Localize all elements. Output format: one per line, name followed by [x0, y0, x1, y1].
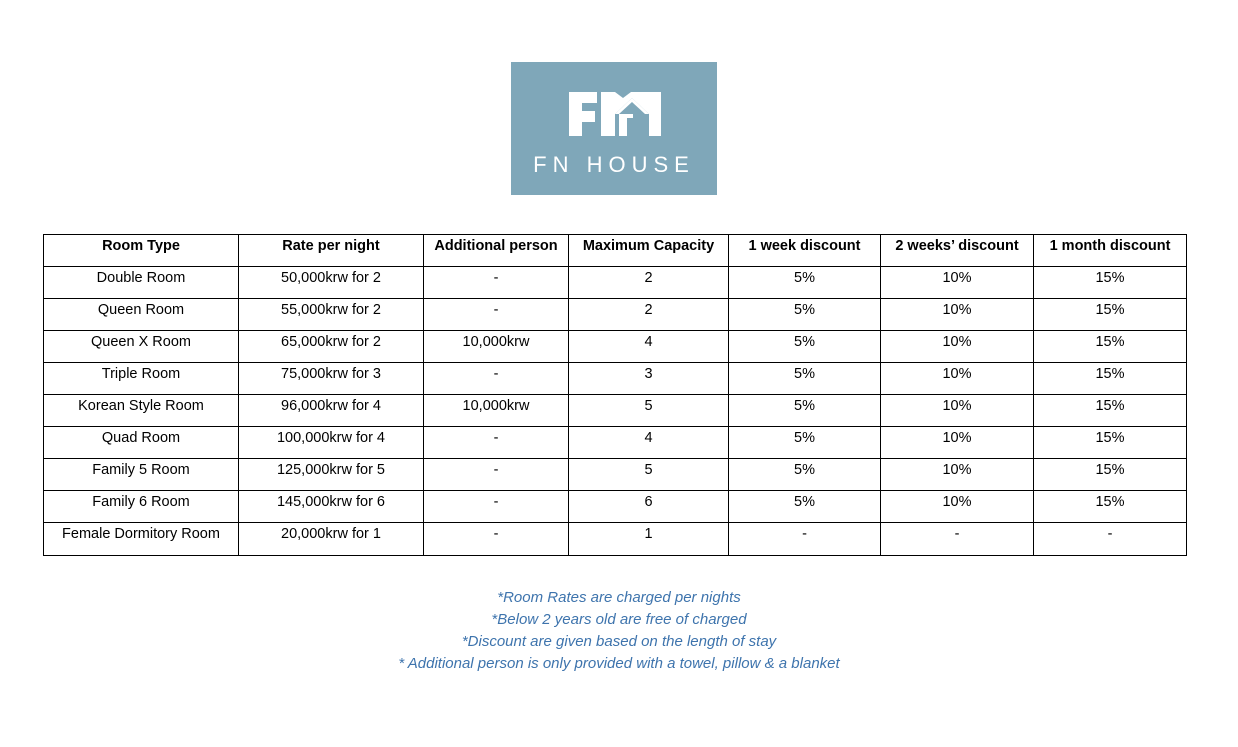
cell-max-capacity: 6: [569, 491, 729, 523]
cell-week-discount: 5%: [729, 267, 881, 299]
header-additional-person: Additional person: [424, 235, 569, 267]
cell-week-discount: 5%: [729, 427, 881, 459]
cell-max-capacity: 4: [569, 331, 729, 363]
cell-max-capacity: 3: [569, 363, 729, 395]
cell-room-type: Triple Room: [44, 363, 239, 395]
cell-rate: 20,000krw for 1: [239, 523, 424, 556]
cell-room-type: Korean Style Room: [44, 395, 239, 427]
cell-room-type: Queen Room: [44, 299, 239, 331]
cell-room-type: Female Dormitory Room: [44, 523, 239, 556]
table-row: [44, 523, 1187, 556]
cell-week-discount: 5%: [729, 395, 881, 427]
cell-max-capacity: 2: [569, 299, 729, 331]
cell-month-discount: 15%: [1034, 299, 1187, 331]
cell-room-type: Double Room: [44, 267, 239, 299]
cell-additional-person: -: [424, 363, 569, 395]
cell-two-weeks-discount: 10%: [881, 299, 1034, 331]
cell-two-weeks-discount: 10%: [881, 267, 1034, 299]
cell-two-weeks-discount: 10%: [881, 331, 1034, 363]
cell-week-discount: 5%: [729, 459, 881, 491]
table-row: [44, 491, 1187, 523]
cell-additional-person: -: [424, 299, 569, 331]
cell-rate: 75,000krw for 3: [239, 363, 424, 395]
table-row: [44, 299, 1187, 331]
header-rate-per-night: Rate per night: [239, 235, 424, 267]
cell-rate: 100,000krw for 4: [239, 427, 424, 459]
cell-additional-person: -: [424, 427, 569, 459]
cell-room-type: Queen X Room: [44, 331, 239, 363]
note-room-rates: *Room Rates are charged per nights: [497, 589, 741, 606]
cell-week-discount: 5%: [729, 491, 881, 523]
cell-max-capacity: 4: [569, 427, 729, 459]
cell-two-weeks-discount: 10%: [881, 491, 1034, 523]
cell-max-capacity: 2: [569, 267, 729, 299]
rate-notes: [0, 587, 1238, 675]
cell-week-discount: 5%: [729, 331, 881, 363]
cell-month-discount: -: [1034, 523, 1187, 556]
cell-rate: 125,000krw for 5: [239, 459, 424, 491]
cell-additional-person: 10,000krw: [424, 331, 569, 363]
table-header-row: [44, 235, 1187, 267]
cell-max-capacity: 1: [569, 523, 729, 556]
cell-rate: 65,000krw for 2: [239, 331, 424, 363]
note-additional-person: * Additional person is only provided with a towel, pillow & a blanket: [398, 655, 840, 672]
cell-week-discount: 5%: [729, 299, 881, 331]
table-row: [44, 459, 1187, 491]
cell-month-discount: 15%: [1034, 331, 1187, 363]
fn-house-logo: [511, 62, 717, 195]
cell-two-weeks-discount: 10%: [881, 459, 1034, 491]
cell-additional-person: 10,000krw: [424, 395, 569, 427]
cell-rate: 96,000krw for 4: [239, 395, 424, 427]
logo-name: FN HOUSE: [533, 152, 695, 177]
header-1-month-discount: 1 month discount: [1034, 235, 1187, 267]
cell-two-weeks-discount: 10%: [881, 363, 1034, 395]
header-1-week-discount: 1 week discount: [729, 235, 881, 267]
cell-week-discount: -: [729, 523, 881, 556]
cell-month-discount: 15%: [1034, 267, 1187, 299]
cell-week-discount: 5%: [729, 363, 881, 395]
table-row: [44, 331, 1187, 363]
cell-room-type: Quad Room: [44, 427, 239, 459]
cell-month-discount: 15%: [1034, 395, 1187, 427]
cell-month-discount: 15%: [1034, 491, 1187, 523]
cell-two-weeks-discount: 10%: [881, 427, 1034, 459]
cell-month-discount: 15%: [1034, 459, 1187, 491]
cell-rate: 145,000krw for 6: [239, 491, 424, 523]
cell-additional-person: -: [424, 523, 569, 556]
cell-room-type: Family 5 Room: [44, 459, 239, 491]
room-rates-table: [43, 234, 1187, 556]
table-row: [44, 427, 1187, 459]
cell-month-discount: 15%: [1034, 427, 1187, 459]
header-2-weeks-discount: 2 weeks’ discount: [881, 235, 1034, 267]
table-row: [44, 267, 1187, 299]
cell-additional-person: -: [424, 267, 569, 299]
table-row: [44, 395, 1187, 427]
table-row: [44, 363, 1187, 395]
cell-rate: 50,000krw for 2: [239, 267, 424, 299]
cell-two-weeks-discount: -: [881, 523, 1034, 556]
table-body: [44, 267, 1187, 556]
cell-month-discount: 15%: [1034, 363, 1187, 395]
header-maximum-capacity: Maximum Capacity: [569, 235, 729, 267]
cell-additional-person: -: [424, 459, 569, 491]
cell-max-capacity: 5: [569, 459, 729, 491]
fn-logo-text: [511, 62, 717, 195]
cell-rate: 55,000krw for 2: [239, 299, 424, 331]
cell-additional-person: -: [424, 491, 569, 523]
header-room-type: Room Type: [44, 235, 239, 267]
cell-two-weeks-discount: 10%: [881, 395, 1034, 427]
cell-max-capacity: 5: [569, 395, 729, 427]
cell-room-type: Family 6 Room: [44, 491, 239, 523]
note-discount: *Discount are given based on the length of stay: [461, 633, 777, 650]
note-below-2-years: *Below 2 years old are free of charged: [491, 611, 747, 628]
